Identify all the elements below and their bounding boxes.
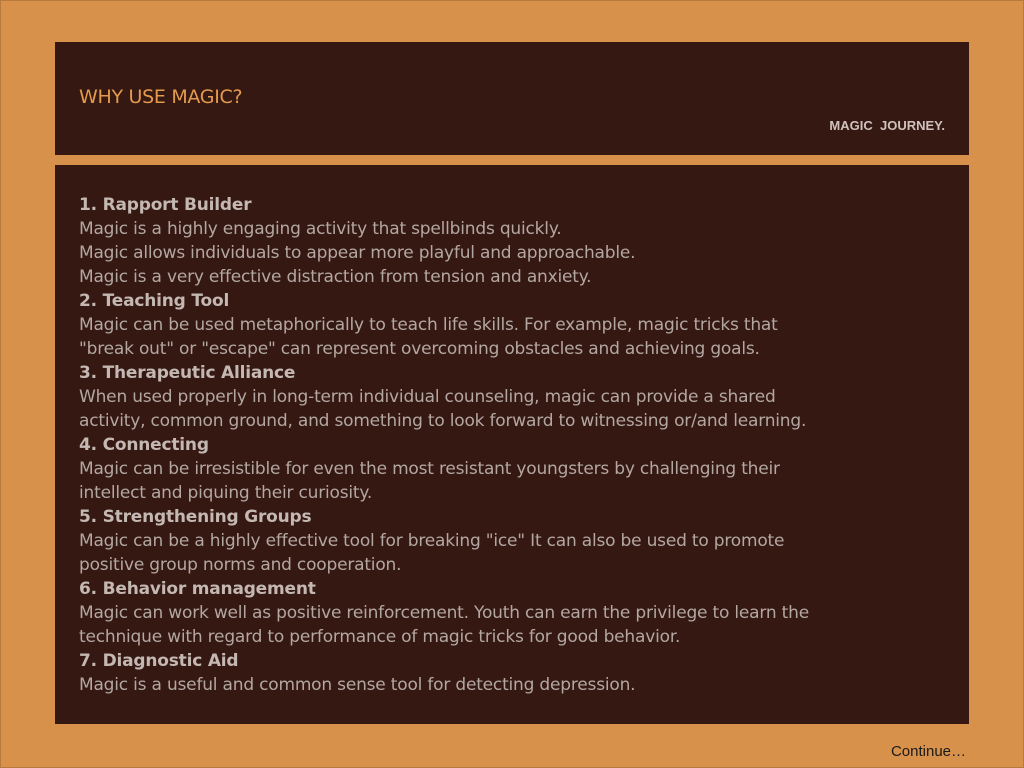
list-item (79, 505, 959, 577)
item-line: technique with regard to performance of magic tricks for good behavior. (79, 627, 681, 647)
item-heading: 6. Behavior management (79, 579, 316, 599)
item-heading: 1. Rapport Builder (79, 195, 252, 215)
item-heading: 5. Strengthening Groups (79, 507, 312, 527)
item-line: When used properly in long-term individual counseling, magic can provide a shared (79, 387, 776, 407)
header-panel (55, 42, 969, 155)
item-line: Magic is a highly engaging activity that spellbinds quickly. (79, 219, 562, 239)
list-item (79, 193, 959, 289)
continue-link[interactable]: Continue… (890, 743, 966, 760)
item-line: Magic is a very effective distraction from tension and anxiety. (79, 267, 592, 287)
item-heading: 4. Connecting (79, 435, 209, 455)
item-line: Magic can be irresistible for even the most resistant youngsters by challenging their (79, 459, 780, 479)
list-item (79, 577, 959, 649)
list-item (79, 433, 959, 505)
item-line: Magic is a useful and common sense tool for detecting depression. (79, 675, 636, 695)
brand-label: MAGIC JOURNEY. (829, 118, 945, 133)
item-heading: 7. Diagnostic Aid (79, 651, 239, 671)
reasons-list (79, 193, 959, 697)
page-title: WHY USE MAGIC? (79, 86, 243, 108)
list-item (79, 649, 959, 697)
item-line: intellect and piquing their curiosity. (79, 483, 373, 503)
item-line: Magic can be a highly effective tool for breaking "ice" It can also be used to promote (79, 531, 785, 551)
item-line: "break out" or "escape" can represent overcoming obstacles and achieving goals. (79, 339, 760, 359)
item-heading: 2. Teaching Tool (79, 291, 230, 311)
item-heading: 3. Therapeutic Alliance (79, 363, 296, 383)
item-line: Magic can work well as positive reinforcement. Youth can earn the privilege to learn the (79, 603, 809, 623)
list-item (79, 289, 959, 361)
item-line: Magic allows individuals to appear more playful and approachable. (79, 243, 636, 263)
content-panel (55, 165, 969, 724)
list-item (79, 361, 959, 433)
item-line: activity, common ground, and something to look forward to witnessing or/and learning. (79, 411, 807, 431)
item-line: positive group norms and cooperation. (79, 555, 402, 575)
item-line: Magic can be used metaphorically to teach life skills. For example, magic tricks that (79, 315, 778, 335)
